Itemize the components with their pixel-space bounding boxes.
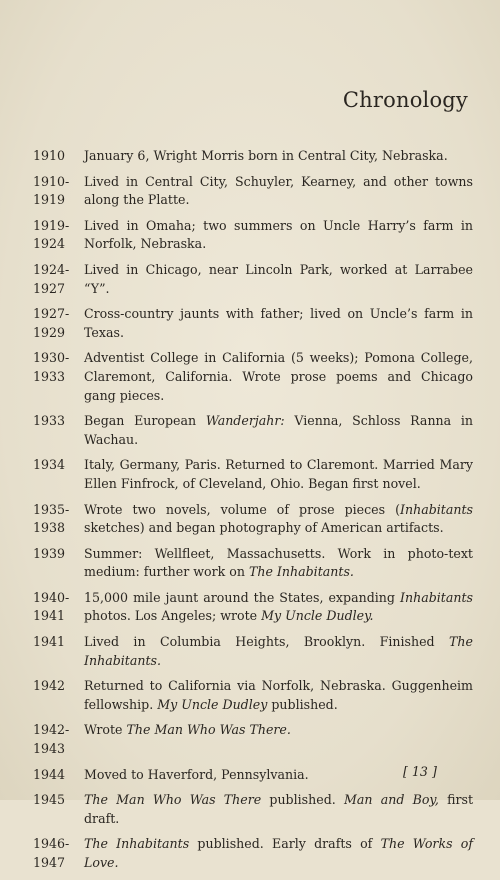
entry-year (33, 766, 84, 785)
chronology-entry (33, 545, 473, 582)
italic-title: The Inhabitants (84, 836, 190, 852)
year-line: 1941 (33, 608, 66, 624)
entry-text (84, 217, 473, 254)
text-segment: Lived in Omaha; two summers on Uncle Harry’s farm in Norfolk, Nebraska. (84, 217, 473, 252)
year-line: 1924 (33, 236, 66, 252)
year-line: 1945 (33, 792, 66, 808)
italic-title: My Uncle Dudley. (261, 608, 374, 624)
chronology-entry (33, 791, 473, 828)
entry-year (33, 791, 84, 828)
text-segment: Vienna, Schloss Ranna in Wachau. (84, 413, 474, 447)
entry-text (84, 501, 473, 538)
chronology-entry (33, 501, 473, 538)
year-line: 1933 (33, 413, 66, 429)
year-line: 1933 (33, 368, 66, 384)
entry-text (84, 589, 473, 626)
chronology-entry (33, 173, 473, 210)
page-title: Chronology (342, 88, 468, 112)
entry-year (33, 633, 84, 670)
entry-year (33, 677, 84, 714)
entry-year (33, 261, 84, 298)
entry-year (33, 412, 84, 449)
text-segment: photos. Los Angeles; wrote (84, 608, 262, 624)
entry-text (84, 173, 473, 210)
text-segment: Summer: Wellfleet, Massachusetts. Work in photo-text medium: further work on (84, 545, 473, 580)
page-number: [ 13 ] (403, 764, 437, 779)
year-line: 1927 (33, 280, 66, 296)
entry-text (84, 456, 473, 493)
text-segment: Lived in Chicago, near Lincoln Park, worked at Larrabee “Y”. (84, 261, 473, 296)
entry-year (33, 456, 84, 493)
text-segment: sketches) and began photography of American artifacts. (84, 520, 444, 536)
entry-text (84, 349, 473, 405)
entry-text (84, 677, 473, 714)
entry-year (33, 721, 84, 758)
entry-text (84, 261, 473, 298)
year-line: 1939 (33, 545, 66, 561)
entry-year (33, 501, 84, 538)
year-line: 1927- (33, 306, 70, 322)
chronology-entry (33, 349, 473, 405)
text-segment: Moved to Haverford, Pennsylvania. (84, 766, 309, 782)
text-segment: Adventist College in California (5 weeks); Pomona College, Claremont, California. Wrote prose poems and Chicago gang pieces. (84, 350, 473, 403)
year-line: 1938 (33, 520, 66, 536)
text-segment: Wrote two novels, volume of prose pieces ( (84, 501, 400, 517)
entry-text (84, 721, 473, 758)
italic-title: The Inhabitants. (248, 564, 354, 580)
chronology-entry (33, 412, 473, 449)
chronology-entry (33, 217, 473, 254)
year-line: 1935- (33, 501, 70, 517)
italic-title: The Man Who Was There (84, 792, 262, 808)
entry-text (84, 412, 473, 449)
text-segment: January 6, Wright Morris born in Central City, Nebraska. (84, 148, 448, 163)
text-segment: Cross-country jaunts with father; lived on Uncle’s farm in Texas. (84, 306, 473, 340)
year-line: 1934 (33, 457, 66, 473)
entry-year (33, 173, 84, 210)
chronology-entry (33, 633, 473, 670)
entry-text (84, 147, 473, 166)
text-segment: Wrote (84, 722, 127, 738)
entry-text (84, 633, 473, 670)
italic-title: Inhabitants (400, 501, 473, 517)
entry-year (33, 147, 84, 166)
year-line: 1929 (33, 324, 66, 340)
chronology-entry (33, 835, 473, 872)
chronology-entry (33, 261, 473, 298)
text-segment: Began European (84, 413, 206, 429)
text-segment: published. Early drafts of (189, 836, 381, 852)
year-line: 1930- (33, 350, 70, 366)
entry-text (84, 791, 473, 828)
italic-title: My Uncle Dudley (157, 696, 268, 712)
chronology-entry (33, 721, 473, 758)
italic-title: Inhabitants (400, 589, 473, 605)
italic-title: Man and Boy, (343, 792, 439, 808)
italic-title: The Works of Love. (84, 836, 473, 870)
italic-title: The Inhabitants. (84, 634, 473, 668)
italic-title: The Man Who Was There. (126, 722, 291, 738)
text-segment: Lived in Central City, Schuyler, Kearney, and other towns along the Platte. (84, 173, 473, 208)
entry-year (33, 217, 84, 254)
year-line: 1910- (33, 173, 70, 189)
text-segment: Lived in Columbia Heights, Brooklyn. Finished (84, 634, 450, 650)
text-segment: 15,000 mile jaunt around the States, expanding (84, 589, 400, 605)
entry-year (33, 589, 84, 626)
text-segment: first draft. (84, 792, 474, 826)
text-segment: published. (267, 696, 338, 712)
year-line: 1941 (33, 634, 66, 650)
year-line: 1942 (33, 678, 66, 694)
year-line: 1942- (33, 722, 70, 738)
year-line: 1944 (33, 766, 66, 782)
year-line: 1919- (33, 217, 70, 233)
entry-year (33, 545, 84, 582)
text-segment: published. (261, 792, 344, 808)
entry-year (33, 305, 84, 342)
entry-year (33, 349, 84, 405)
year-line: 1943 (33, 741, 66, 757)
year-line: 1946- (33, 836, 70, 852)
entry-text (84, 545, 473, 582)
entry-year (33, 835, 84, 872)
italic-title: Wanderjahr: (205, 413, 285, 429)
text-segment: Returned to California via Norfolk, Nebraska. Guggenheim fellowship. (84, 678, 473, 712)
year-line: 1940- (33, 589, 70, 605)
year-line: 1910 (33, 148, 66, 163)
chronology-entry (33, 147, 473, 166)
chronology-entry (33, 677, 473, 714)
chronology-entry (33, 305, 473, 342)
year-line: 1947 (33, 855, 66, 870)
chronology-entry (33, 589, 473, 626)
entry-text (84, 835, 473, 872)
text-segment: Italy, Germany, Paris. Returned to Claremont. Married Mary Ellen Finfrock, of Cleveland, Ohio. Began first novel. (84, 457, 473, 491)
entry-text (84, 305, 473, 342)
year-line: 1919 (33, 192, 66, 208)
year-line: 1924- (33, 261, 70, 277)
chronology-entry (33, 456, 473, 493)
